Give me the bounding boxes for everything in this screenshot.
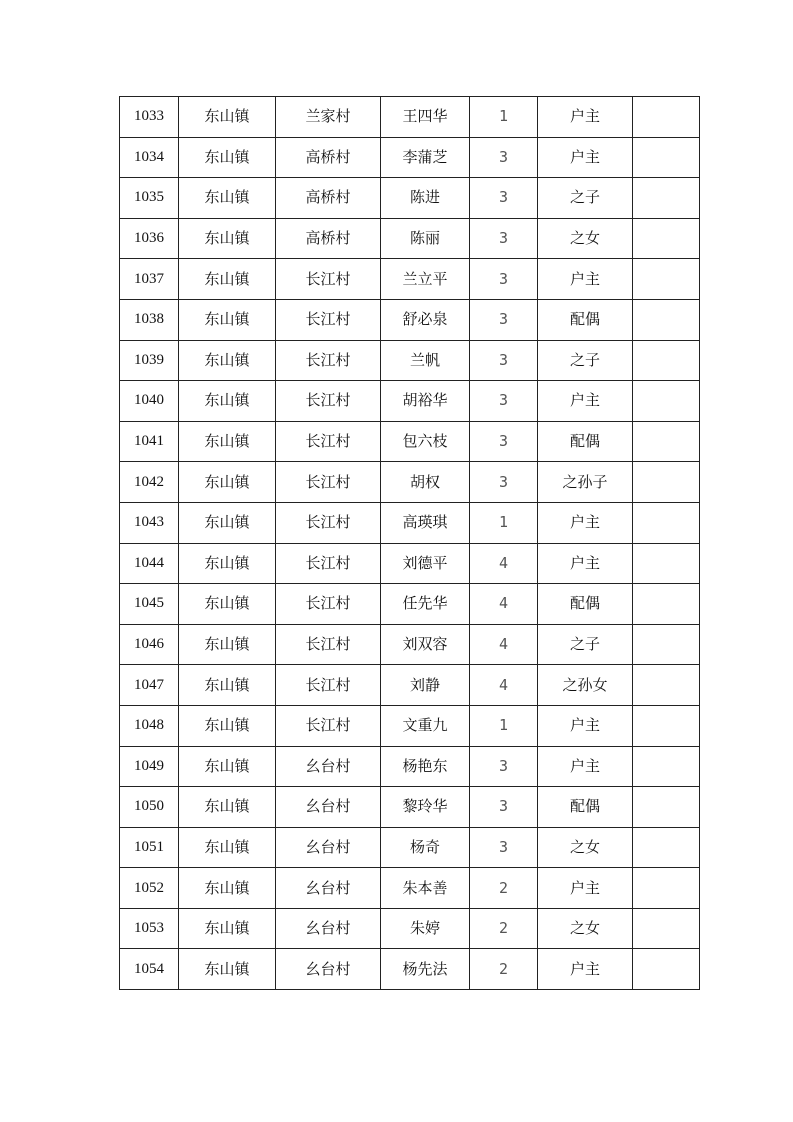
- row-town: 东山镇: [179, 97, 276, 138]
- row-name: 兰帆: [381, 340, 470, 381]
- row-relation: 配偶: [538, 421, 633, 462]
- row-name: 杨先法: [381, 949, 470, 990]
- row-relation: 之子: [538, 624, 633, 665]
- row-name: 朱婷: [381, 908, 470, 949]
- row-name: 黎玲华: [381, 787, 470, 828]
- row-note: [633, 137, 700, 178]
- row-note: [633, 543, 700, 584]
- row-household-count: 3: [470, 218, 538, 259]
- table-row: [120, 584, 700, 625]
- row-id: 1042: [120, 462, 179, 503]
- row-note: [633, 259, 700, 300]
- row-relation: 之女: [538, 218, 633, 259]
- row-village: 长江村: [276, 543, 381, 584]
- row-name: 胡裕华: [381, 381, 470, 422]
- row-id: 1046: [120, 624, 179, 665]
- row-note: [633, 218, 700, 259]
- table-row: [120, 218, 700, 259]
- row-id: 1041: [120, 421, 179, 462]
- row-id: 1036: [120, 218, 179, 259]
- row-village: 高桥村: [276, 178, 381, 219]
- row-relation: 户主: [538, 381, 633, 422]
- row-relation: 之子: [538, 178, 633, 219]
- table-row: [120, 137, 700, 178]
- row-id: 1054: [120, 949, 179, 990]
- table-row: [120, 421, 700, 462]
- row-id: 1052: [120, 868, 179, 909]
- row-village: 幺台村: [276, 746, 381, 787]
- table-row: [120, 787, 700, 828]
- row-id: 1053: [120, 908, 179, 949]
- row-household-count: 3: [470, 259, 538, 300]
- row-relation: 户主: [538, 97, 633, 138]
- row-id: 1040: [120, 381, 179, 422]
- row-household-count: 3: [470, 340, 538, 381]
- row-name: 朱本善: [381, 868, 470, 909]
- row-household-count: 4: [470, 665, 538, 706]
- row-relation: 之子: [538, 340, 633, 381]
- row-relation: 户主: [538, 949, 633, 990]
- row-relation: 配偶: [538, 299, 633, 340]
- row-town: 东山镇: [179, 705, 276, 746]
- row-name: 杨奇: [381, 827, 470, 868]
- row-relation: 之孙子: [538, 462, 633, 503]
- row-note: [633, 908, 700, 949]
- table-row: [120, 868, 700, 909]
- row-name: 陈进: [381, 178, 470, 219]
- row-name: 包六枝: [381, 421, 470, 462]
- table-row: [120, 746, 700, 787]
- table-row: [120, 178, 700, 219]
- row-id: 1034: [120, 137, 179, 178]
- row-note: [633, 746, 700, 787]
- row-household-count: 1: [470, 97, 538, 138]
- row-relation: 户主: [538, 137, 633, 178]
- row-town: 东山镇: [179, 502, 276, 543]
- row-household-count: 3: [470, 137, 538, 178]
- row-name: 兰立平: [381, 259, 470, 300]
- row-name: 文重九: [381, 705, 470, 746]
- row-town: 东山镇: [179, 462, 276, 503]
- row-name: 李蒲芝: [381, 137, 470, 178]
- row-household-count: 1: [470, 502, 538, 543]
- row-household-count: 4: [470, 624, 538, 665]
- row-village: 长江村: [276, 624, 381, 665]
- row-household-count: 3: [470, 299, 538, 340]
- row-name: 任先华: [381, 584, 470, 625]
- table-row: [120, 624, 700, 665]
- row-town: 东山镇: [179, 299, 276, 340]
- row-note: [633, 624, 700, 665]
- row-village: 长江村: [276, 340, 381, 381]
- row-town: 东山镇: [179, 218, 276, 259]
- row-id: 1033: [120, 97, 179, 138]
- table-row: [120, 340, 700, 381]
- row-town: 东山镇: [179, 827, 276, 868]
- row-id: 1044: [120, 543, 179, 584]
- row-household-count: 3: [470, 381, 538, 422]
- row-village: 长江村: [276, 299, 381, 340]
- row-village: 幺台村: [276, 908, 381, 949]
- row-village: 幺台村: [276, 949, 381, 990]
- row-relation: 之孙女: [538, 665, 633, 706]
- row-name: 刘双容: [381, 624, 470, 665]
- row-relation: 配偶: [538, 584, 633, 625]
- table-row: [120, 259, 700, 300]
- row-note: [633, 787, 700, 828]
- row-name: 刘静: [381, 665, 470, 706]
- row-town: 东山镇: [179, 584, 276, 625]
- table-row: [120, 97, 700, 138]
- row-household-count: 3: [470, 746, 538, 787]
- row-village: 兰家村: [276, 97, 381, 138]
- row-id: 1038: [120, 299, 179, 340]
- row-id: 1043: [120, 502, 179, 543]
- row-town: 东山镇: [179, 908, 276, 949]
- row-town: 东山镇: [179, 178, 276, 219]
- table-row: [120, 949, 700, 990]
- row-relation: 户主: [538, 259, 633, 300]
- row-id: 1048: [120, 705, 179, 746]
- row-id: 1047: [120, 665, 179, 706]
- row-village: 长江村: [276, 381, 381, 422]
- row-relation: 户主: [538, 746, 633, 787]
- row-note: [633, 178, 700, 219]
- row-household-count: 2: [470, 908, 538, 949]
- row-id: 1045: [120, 584, 179, 625]
- row-village: 长江村: [276, 502, 381, 543]
- row-household-count: 3: [470, 827, 538, 868]
- row-town: 东山镇: [179, 746, 276, 787]
- row-household-count: 4: [470, 543, 538, 584]
- table-row: [120, 705, 700, 746]
- row-note: [633, 584, 700, 625]
- row-town: 东山镇: [179, 665, 276, 706]
- table-row: [120, 908, 700, 949]
- table-row: [120, 462, 700, 503]
- row-note: [633, 421, 700, 462]
- row-village: 高桥村: [276, 137, 381, 178]
- row-id: 1049: [120, 746, 179, 787]
- row-note: [633, 502, 700, 543]
- row-village: 长江村: [276, 259, 381, 300]
- row-relation: 之女: [538, 908, 633, 949]
- row-id: 1039: [120, 340, 179, 381]
- row-town: 东山镇: [179, 949, 276, 990]
- row-note: [633, 381, 700, 422]
- row-town: 东山镇: [179, 787, 276, 828]
- row-name: 舒必泉: [381, 299, 470, 340]
- row-id: 1050: [120, 787, 179, 828]
- table-row: [120, 665, 700, 706]
- row-village: 幺台村: [276, 868, 381, 909]
- row-relation: 之女: [538, 827, 633, 868]
- table-row: [120, 502, 700, 543]
- row-village: 长江村: [276, 665, 381, 706]
- row-name: 王四华: [381, 97, 470, 138]
- row-id: 1037: [120, 259, 179, 300]
- row-name: 杨艳东: [381, 746, 470, 787]
- table-row: [120, 543, 700, 584]
- row-town: 东山镇: [179, 340, 276, 381]
- row-name: 胡权: [381, 462, 470, 503]
- row-household-count: 1: [470, 705, 538, 746]
- row-relation: 户主: [538, 502, 633, 543]
- row-note: [633, 462, 700, 503]
- row-id: 1051: [120, 827, 179, 868]
- row-id: 1035: [120, 178, 179, 219]
- row-note: [633, 949, 700, 990]
- row-relation: 配偶: [538, 787, 633, 828]
- row-relation: 户主: [538, 705, 633, 746]
- row-relation: 户主: [538, 543, 633, 584]
- row-household-count: 3: [470, 178, 538, 219]
- table-row: [120, 827, 700, 868]
- row-household-count: 3: [470, 462, 538, 503]
- row-village: 幺台村: [276, 827, 381, 868]
- row-household-count: 3: [470, 787, 538, 828]
- row-name: 陈丽: [381, 218, 470, 259]
- row-town: 东山镇: [179, 259, 276, 300]
- row-name: 刘德平: [381, 543, 470, 584]
- row-village: 长江村: [276, 584, 381, 625]
- row-town: 东山镇: [179, 137, 276, 178]
- table-row: [120, 299, 700, 340]
- table-row: [120, 381, 700, 422]
- row-note: [633, 868, 700, 909]
- row-village: 幺台村: [276, 787, 381, 828]
- row-household-count: 3: [470, 421, 538, 462]
- row-town: 东山镇: [179, 421, 276, 462]
- row-village: 高桥村: [276, 218, 381, 259]
- row-relation: 户主: [538, 868, 633, 909]
- row-note: [633, 97, 700, 138]
- row-name: 高瑛琪: [381, 502, 470, 543]
- row-household-count: 2: [470, 868, 538, 909]
- row-household-count: 4: [470, 584, 538, 625]
- roster-body: [120, 97, 700, 990]
- row-town: 东山镇: [179, 381, 276, 422]
- row-village: 长江村: [276, 705, 381, 746]
- row-note: [633, 340, 700, 381]
- row-household-count: 2: [470, 949, 538, 990]
- row-note: [633, 827, 700, 868]
- row-town: 东山镇: [179, 868, 276, 909]
- roster-table: [119, 96, 700, 990]
- row-village: 长江村: [276, 462, 381, 503]
- row-town: 东山镇: [179, 624, 276, 665]
- row-village: 长江村: [276, 421, 381, 462]
- row-note: [633, 299, 700, 340]
- row-note: [633, 665, 700, 706]
- row-note: [633, 705, 700, 746]
- row-town: 东山镇: [179, 543, 276, 584]
